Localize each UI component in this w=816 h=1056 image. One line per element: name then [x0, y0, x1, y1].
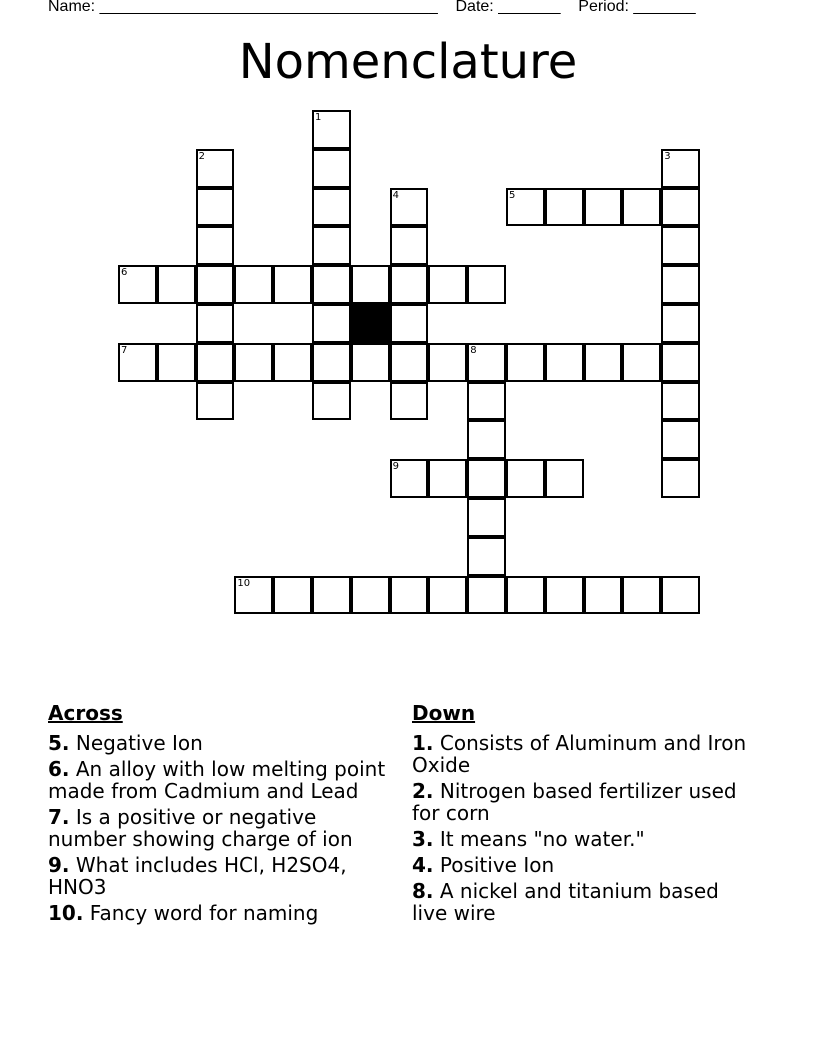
crossword-cell[interactable]	[312, 382, 351, 421]
crossword-cell[interactable]	[118, 343, 157, 382]
crossword-cell[interactable]	[312, 110, 351, 149]
crossword-cell[interactable]	[467, 576, 506, 615]
crossword-cell[interactable]	[545, 343, 584, 382]
down-clues	[412, 700, 757, 928]
crossword-cell[interactable]	[273, 343, 312, 382]
crossword-cell[interactable]	[196, 265, 235, 304]
crossword-cell[interactable]	[545, 459, 584, 498]
crossword-cell[interactable]	[622, 343, 661, 382]
crossword-cell[interactable]	[273, 265, 312, 304]
crossword-cell[interactable]	[467, 382, 506, 421]
crossword-cell[interactable]	[390, 576, 429, 615]
crossword-cell[interactable]	[312, 149, 351, 188]
clue-number-8: 8	[470, 344, 477, 356]
period-field-label: Period: _______	[578, 0, 696, 15]
crossword-cell[interactable]	[312, 304, 351, 343]
crossword-cell[interactable]	[661, 265, 700, 304]
crossword-black-cell	[351, 304, 390, 343]
crossword-cell[interactable]	[467, 420, 506, 459]
crossword-cell[interactable]	[312, 188, 351, 227]
crossword-cell[interactable]	[661, 226, 700, 265]
clue-number-6: 6	[121, 267, 128, 279]
crossword-cell[interactable]	[467, 459, 506, 498]
crossword-cell[interactable]	[234, 343, 273, 382]
crossword-cell[interactable]	[312, 343, 351, 382]
clue-down-3: 3. It means "no water."	[412, 827, 645, 851]
crossword-cell[interactable]	[390, 188, 429, 227]
crossword-cell[interactable]	[428, 343, 467, 382]
crossword-cell[interactable]	[584, 343, 623, 382]
crossword-cell[interactable]	[312, 265, 351, 304]
crossword-cell[interactable]	[390, 304, 429, 343]
crossword-cell[interactable]	[661, 459, 700, 498]
crossword-cell[interactable]	[506, 188, 545, 227]
clue-number-9: 9	[392, 461, 399, 473]
date-field-label: Date: _______	[455, 0, 561, 15]
clue-number-10: 10	[237, 577, 251, 589]
crossword-cell[interactable]	[390, 382, 429, 421]
crossword-cell[interactable]	[661, 343, 700, 382]
clue-number-5: 5	[509, 189, 516, 201]
crossword-cell[interactable]	[545, 576, 584, 615]
clue-across-6: 6. An alloy with low melting point made from Cadmium and Lead	[48, 757, 386, 803]
crossword-cell[interactable]	[622, 576, 661, 615]
crossword-cell[interactable]	[467, 265, 506, 304]
crossword-cell[interactable]	[661, 188, 700, 227]
crossword-cell[interactable]	[351, 265, 390, 304]
clue-down-4: 4. Positive Ion	[412, 853, 555, 877]
crossword-cell[interactable]	[506, 576, 545, 615]
crossword-cell[interactable]	[506, 459, 545, 498]
crossword-cell[interactable]	[390, 265, 429, 304]
crossword-cell[interactable]	[234, 265, 273, 304]
crossword-cell[interactable]	[351, 576, 390, 615]
crossword-cell[interactable]	[196, 304, 235, 343]
crossword-cell[interactable]	[196, 343, 235, 382]
clue-down-2: 2. Nitrogen based fertilizer used for corn	[412, 779, 737, 825]
crossword-cell[interactable]	[545, 188, 584, 227]
crossword-cell[interactable]	[661, 420, 700, 459]
crossword-cell[interactable]	[390, 459, 429, 498]
name-field-label: Name: ______________________________________	[48, 0, 438, 15]
clue-number-2: 2	[198, 150, 205, 162]
clue-number-3: 3	[664, 150, 671, 162]
crossword-cell[interactable]	[312, 226, 351, 265]
crossword-cell[interactable]	[351, 343, 390, 382]
crossword-cell[interactable]	[196, 382, 235, 421]
crossword-cell[interactable]	[390, 343, 429, 382]
crossword-cell[interactable]	[506, 343, 545, 382]
page-title: Nomenclature	[238, 34, 578, 90]
crossword-cell[interactable]	[661, 382, 700, 421]
crossword-cell[interactable]	[234, 576, 273, 615]
clue-across-10: 10. Fancy word for naming	[48, 901, 319, 925]
crossword-cell[interactable]	[157, 343, 196, 382]
crossword-cell[interactable]	[622, 188, 661, 227]
crossword-cell[interactable]	[467, 498, 506, 537]
crossword-cell[interactable]	[661, 576, 700, 615]
down-heading: Down	[412, 701, 476, 725]
crossword-cell[interactable]	[467, 537, 506, 576]
clue-number-1: 1	[315, 112, 322, 123]
clue-down-8: 8. A nickel and titanium based live wire	[412, 879, 719, 925]
crossword-cell[interactable]	[428, 576, 467, 615]
crossword-cell[interactable]	[428, 459, 467, 498]
clue-across-7: 7. Is a positive or negative number showing charge of ion	[48, 805, 353, 851]
crossword-cell[interactable]	[196, 226, 235, 265]
clue-across-9: 9. What includes HCl, H2SO4, HNO3	[48, 853, 347, 899]
crossword-cell[interactable]	[661, 304, 700, 343]
clue-down-1: 1. Consists of Aluminum and Iron Oxide	[412, 731, 747, 777]
crossword-cell[interactable]	[196, 188, 235, 227]
crossword-cell[interactable]	[157, 265, 196, 304]
crossword-cell[interactable]	[661, 149, 700, 188]
clue-across-5: 5. Negative Ion	[48, 731, 203, 755]
crossword-cell[interactable]	[118, 265, 157, 304]
crossword-cell[interactable]	[273, 576, 312, 615]
crossword-cell[interactable]	[390, 226, 429, 265]
clue-number-7: 7	[121, 344, 128, 356]
crossword-cell[interactable]	[467, 343, 506, 382]
crossword-cell[interactable]	[584, 188, 623, 227]
crossword-cell[interactable]	[312, 576, 351, 615]
crossword-cell[interactable]	[428, 265, 467, 304]
across-clues	[48, 700, 388, 928]
crossword-cell[interactable]	[584, 576, 623, 615]
across-heading: Across	[48, 701, 123, 725]
clue-number-4: 4	[392, 189, 399, 201]
crossword-cell[interactable]	[196, 149, 235, 188]
